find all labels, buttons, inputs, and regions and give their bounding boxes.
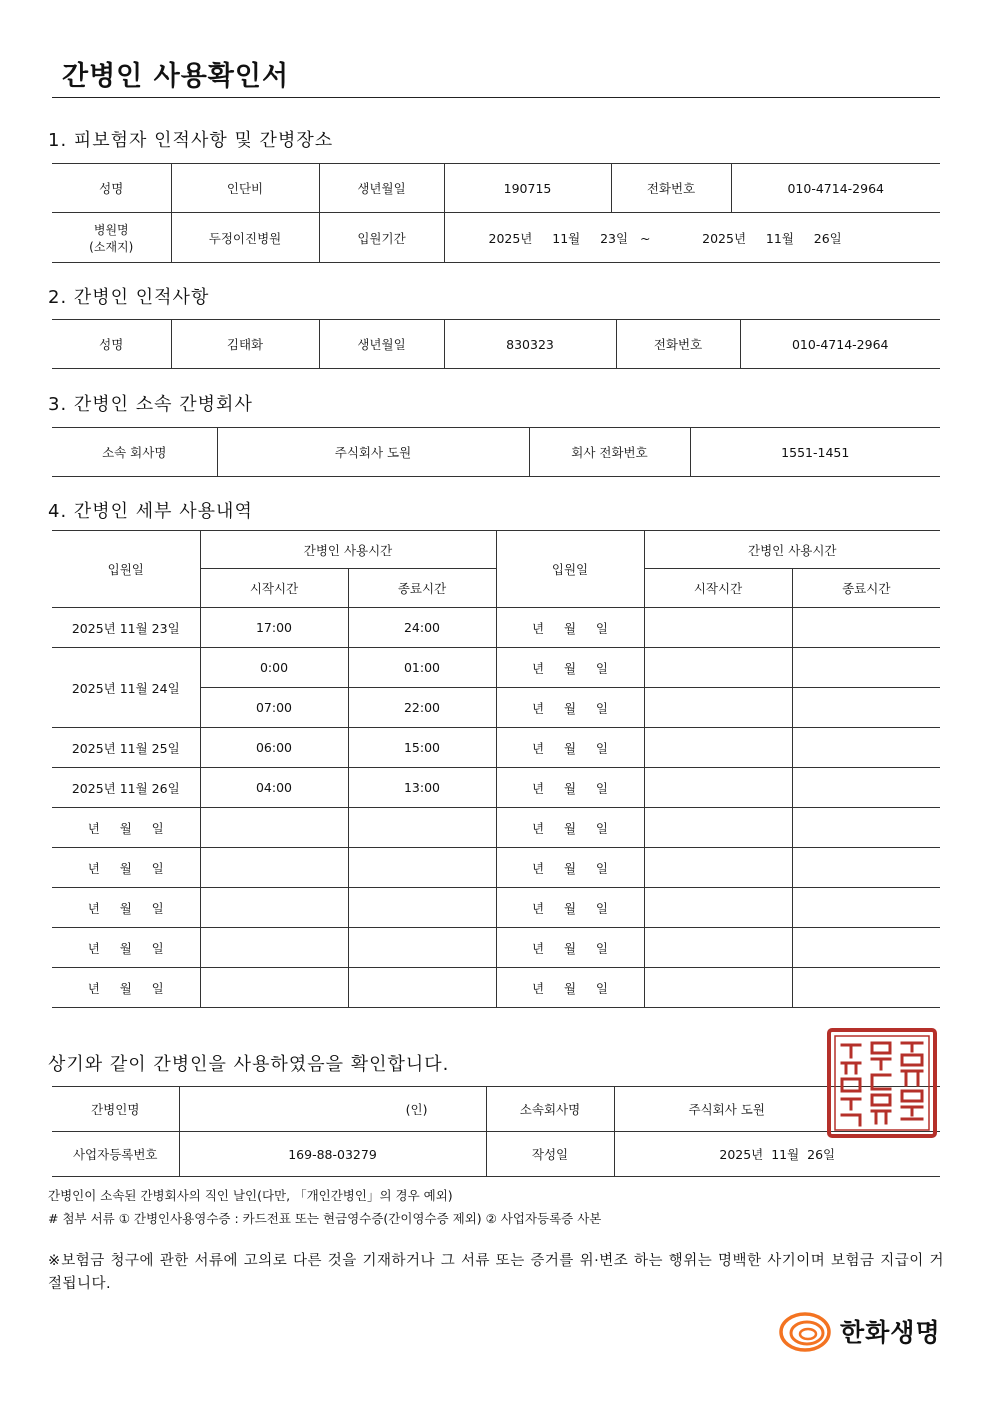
table-row	[52, 648, 940, 688]
usage-date: 2025년 11월 23일	[52, 608, 200, 648]
blank-end	[792, 768, 940, 808]
written-date: 2025년 11월 26일	[614, 1132, 940, 1177]
caregiver-birth: 830323	[444, 320, 616, 369]
section4-heading: 4. 간병인 세부 사용내역	[48, 501, 253, 522]
table-row	[52, 888, 940, 928]
table-row	[52, 848, 940, 888]
insured-info-table	[52, 163, 940, 263]
usage-date: 2025년 11월 26일	[52, 768, 200, 808]
usage-end: 01:00	[348, 648, 496, 688]
blank-date: 년 월 일	[496, 968, 644, 1008]
col-admission-date-left: 입원일	[52, 531, 200, 608]
table-row	[52, 608, 940, 648]
caregiver-name-label: 성명	[52, 320, 171, 369]
usage-start: 0:00	[200, 648, 348, 688]
blank-start	[644, 688, 792, 728]
table-row	[52, 968, 940, 1008]
blank-end	[792, 808, 940, 848]
affiliated-company-label: 소속회사명	[486, 1087, 614, 1132]
section3-heading: 3. 간병인 소속 간병회사	[48, 394, 253, 415]
blank-date: 년 월 일	[496, 808, 644, 848]
signature-table	[52, 1086, 940, 1177]
blank-date: 년 월 일	[496, 688, 644, 728]
blank-end	[348, 808, 496, 848]
insured-phone-label: 전화번호	[611, 164, 731, 213]
blank-start	[200, 808, 348, 848]
blank-end	[792, 688, 940, 728]
hospital-label: 병원명	[93, 222, 129, 237]
hanwha-life-logo	[778, 1308, 941, 1354]
col-start-right: 시작시간	[644, 569, 792, 608]
blank-date: 년 월 일	[52, 808, 200, 848]
col-start-left: 시작시간	[200, 569, 348, 608]
usage-date: 2025년 11월 24일	[52, 648, 200, 728]
insured-name: 인단비	[171, 164, 319, 213]
blank-date: 년 월 일	[52, 888, 200, 928]
blank-date: 년 월 일	[52, 968, 200, 1008]
usage-start: 17:00	[200, 608, 348, 648]
blank-date: 년 월 일	[496, 728, 644, 768]
blank-start	[200, 928, 348, 968]
usage-end: 22:00	[348, 688, 496, 728]
caregiver-name: 김태화	[171, 320, 319, 369]
blank-start	[200, 848, 348, 888]
admission-period	[444, 213, 940, 263]
company-name: 주식회사 도원	[217, 428, 529, 477]
caregiver-birth-label: 생년월일	[319, 320, 444, 369]
blank-end	[348, 888, 496, 928]
col-usage-time-right: 간병인 사용시간	[644, 531, 940, 569]
usage-start: 06:00	[200, 728, 348, 768]
insured-name-label: 성명	[52, 164, 171, 213]
usage-end: 15:00	[348, 728, 496, 768]
section1-heading: 1. 피보험자 인적사항 및 간병장소	[48, 130, 334, 151]
caregiver-phone-label: 전화번호	[616, 320, 740, 369]
hospital-label-cell	[52, 213, 171, 263]
table-row	[52, 728, 940, 768]
blank-date: 년 월 일	[496, 608, 644, 648]
affiliated-company: 주식회사 도원	[614, 1087, 940, 1132]
period-start: 2025년 11월 23일	[488, 230, 629, 246]
period-end: 2025년 11월 26일	[702, 230, 842, 246]
blank-date: 년 월 일	[52, 928, 200, 968]
written-date-label: 작성일	[486, 1132, 614, 1177]
company-name-label: 소속 회사명	[52, 428, 217, 477]
blank-end	[792, 888, 940, 928]
blank-end	[792, 928, 940, 968]
blank-start	[644, 768, 792, 808]
table-row	[52, 768, 940, 808]
blank-date: 년 월 일	[496, 928, 644, 968]
attachment-note: # 첨부 서류 ① 간병인사용영수증 : 카드전표 또는 현금영수증(간이영수증 제외) ② 사업자등록증 사본	[48, 1211, 602, 1226]
usage-date: 2025년 11월 25일	[52, 728, 200, 768]
blank-start	[200, 888, 348, 928]
insured-birth: 190715	[444, 164, 611, 213]
blank-start	[644, 648, 792, 688]
company-seal-stamp	[826, 1027, 938, 1139]
blank-date: 년 월 일	[52, 848, 200, 888]
blank-end	[348, 968, 496, 1008]
blank-start	[200, 968, 348, 1008]
company-info-table	[52, 427, 940, 477]
blank-start	[644, 968, 792, 1008]
admission-period-label: 입원기간	[319, 213, 444, 263]
hanwha-flame-icon	[778, 1308, 832, 1354]
caregiver-phone: 010-4714-2964	[740, 320, 940, 369]
usage-end: 13:00	[348, 768, 496, 808]
caregiver-info-table	[52, 319, 940, 369]
hospital-name: 두정이진병원	[171, 213, 319, 263]
caregiver-sign-label: 간병인명	[52, 1087, 179, 1132]
blank-date: 년 월 일	[496, 768, 644, 808]
blank-date: 년 월 일	[496, 888, 644, 928]
company-phone-label: 회사 전화번호	[529, 428, 690, 477]
blank-end	[348, 848, 496, 888]
blank-end	[792, 608, 940, 648]
blank-date: 년 월 일	[496, 848, 644, 888]
usage-end: 24:00	[348, 608, 496, 648]
usage-start: 04:00	[200, 768, 348, 808]
usage-detail-table	[52, 530, 940, 1008]
logo-text: 한화생명	[840, 1318, 941, 1347]
table-row	[52, 928, 940, 968]
seal-note: 간병인이 소속된 간병회사의 직인 날인(다만, 「개인간병인」의 경우 예외)	[48, 1188, 453, 1203]
blank-start	[644, 928, 792, 968]
blank-end	[792, 848, 940, 888]
blank-start	[644, 608, 792, 648]
document-title: 간병인 사용확인서	[62, 61, 290, 92]
col-usage-time-left: 간병인 사용시간	[200, 531, 496, 569]
col-end-left: 종료시간	[348, 569, 496, 608]
blank-end	[348, 928, 496, 968]
table-row	[52, 808, 940, 848]
blank-end	[792, 728, 940, 768]
blank-date: 년 월 일	[496, 648, 644, 688]
business-number: 169-88-03279	[179, 1132, 486, 1177]
blank-start	[644, 808, 792, 848]
hospital-sub-label: (소재지)	[89, 239, 134, 254]
blank-start	[644, 848, 792, 888]
blank-end	[792, 648, 940, 688]
blank-start	[644, 728, 792, 768]
col-end-right: 종료시간	[792, 569, 940, 608]
blank-end	[792, 968, 940, 1008]
blank-start	[644, 888, 792, 928]
col-admission-date-right: 입원일	[496, 531, 644, 608]
usage-start: 07:00	[200, 688, 348, 728]
period-tilde: ~	[640, 230, 651, 246]
insured-phone: 010-4714-2964	[731, 164, 940, 213]
company-phone: 1551-1451	[690, 428, 940, 477]
section2-heading: 2. 간병인 인적사항	[48, 287, 210, 308]
title-divider	[52, 97, 940, 98]
caregiver-seal: (인)	[179, 1087, 486, 1132]
insured-birth-label: 생년월일	[319, 164, 444, 213]
confirmation-text: 상기와 같이 간병인을 사용하였음을 확인합니다.	[48, 1054, 450, 1075]
business-number-label: 사업자등록번호	[52, 1132, 179, 1177]
fraud-warning: ※보험금 청구에 관한 서류에 고의로 다른 것을 기재하거나 그 서류 또는 증거를 위·변조 하는 행위는 명백한 사기이며 보험금 지급이 거절됩니다.	[48, 1253, 944, 1292]
